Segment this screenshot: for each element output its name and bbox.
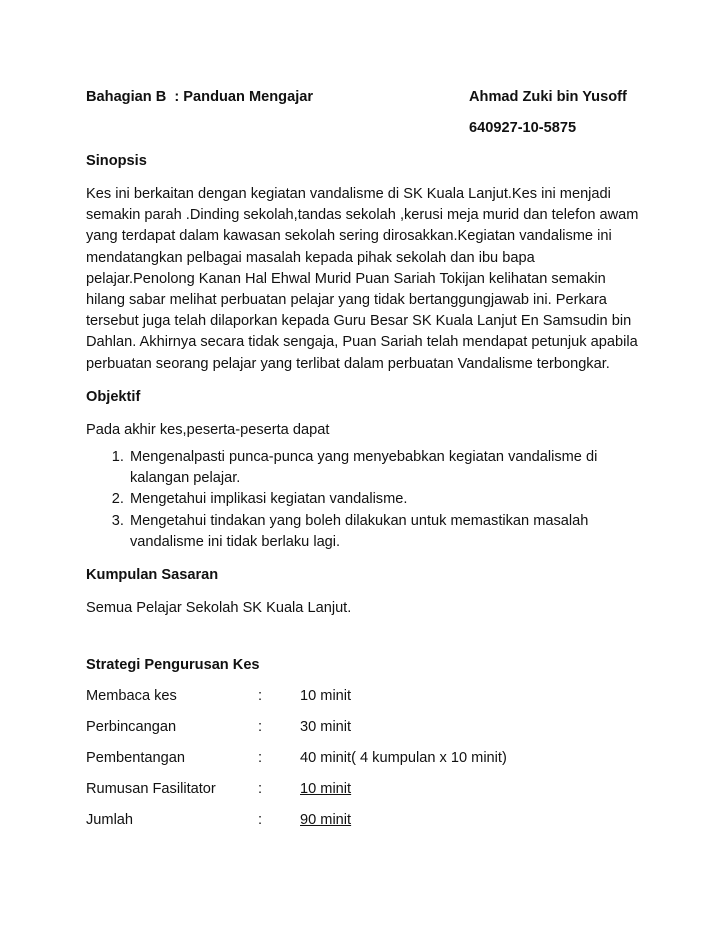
- strategi-value: 10 minit: [300, 688, 352, 705]
- strategi-value-text: 10 minit: [300, 781, 352, 798]
- strategi-colon: :: [258, 781, 263, 798]
- objektif-heading: Objektif: [86, 388, 141, 405]
- strategi-label: Jumlah: [86, 812, 134, 829]
- document-page: [86, 87, 646, 831]
- strategi-value: 40 minit( 4 kumpulan x 10 minit): [300, 750, 507, 767]
- strategi-colon: :: [258, 750, 263, 767]
- strategi-label: Pembentangan: [86, 750, 185, 767]
- document-title: Bahagian B : Panduan Mengajar: [86, 89, 314, 105]
- strategi-row: [86, 748, 646, 769]
- sinopsis-heading: Sinopsis: [86, 153, 147, 169]
- objektif-item: 1. Mengenalpasti punca-punca yang menyebabkan kegiatan vandalisme di kalangan pelajar.: [128, 447, 646, 489]
- strategi-value: [300, 810, 646, 831]
- strategi-colon: :: [258, 688, 263, 705]
- strategi-colon: :: [258, 719, 263, 736]
- strategi-value: 30 minit: [300, 719, 352, 736]
- sinopsis-text: Kes ini berkaitan dengan kegiatan vandalisme di SK Kuala Lanjut.Kes ini menjadi semakin parah .Dinding sekolah,tandas sekolah ,kerusi meja murid dan telefon awam yang terdapat dalam kawasan sekolah sering dirosakkan.Kegiatan vandalisme ini mendatangkan pelbagai masalah kepada pihak sekolah dan ibu bapa pelajar.Penolong Kanan Hal Ehwal Murid Puan Sariah Tokijan kelihatan semakin hilang sabar melihat perbuatan pelajar yang tidak bertanggungjawab ini. Perkara tersebut juga telah dilaporkan kepada Guru Besar SK Kuala Lanjut En Samsudin bin Dahlan. Akhirnya secara tidak sengaja, Puan Sariah telah mendapat petunjuk apabila perbuatan seorang pelajar yang terlibat dalam perbuatan Vandalisme terbongkar.: [86, 186, 639, 372]
- strategi-row: [86, 686, 646, 707]
- strategi-label: Membaca kes: [86, 688, 177, 705]
- author-name: Ahmad Zuki bin Yusoff: [469, 89, 627, 105]
- document-header: [86, 87, 646, 139]
- strategi-heading: Strategi Pengurusan Kes: [86, 657, 260, 674]
- strategi-total-row: [86, 810, 646, 831]
- section-spacer: [86, 619, 646, 643]
- objektif-intro: Pada akhir kes,peserta-peserta dapat: [86, 421, 330, 438]
- strategi-total-text: 90 minit: [300, 812, 352, 829]
- objektif-item: 2. Mengetahui implikasi kegiatan vandalisme.: [128, 489, 646, 510]
- objektif-list: [86, 447, 646, 553]
- strategi-colon: :: [258, 812, 263, 829]
- strategi-row: [86, 717, 646, 738]
- kumpulan-heading: Kumpulan Sasaran: [86, 567, 219, 584]
- strategi-label: Perbincangan: [86, 719, 177, 736]
- strategi-row: [86, 779, 646, 800]
- objektif-item: 3. Mengetahui tindakan yang boleh dilakukan untuk memastikan masalah vandalisme ini tidak berlaku lagi.: [128, 511, 646, 553]
- strategi-value: [300, 779, 646, 800]
- kumpulan-text: Semua Pelajar Sekolah SK Kuala Lanjut.: [86, 600, 352, 617]
- author-block: [469, 87, 646, 139]
- author-id: 640927-10-5875: [469, 120, 577, 136]
- strategi-label: Rumusan Fasilitator: [86, 781, 216, 798]
